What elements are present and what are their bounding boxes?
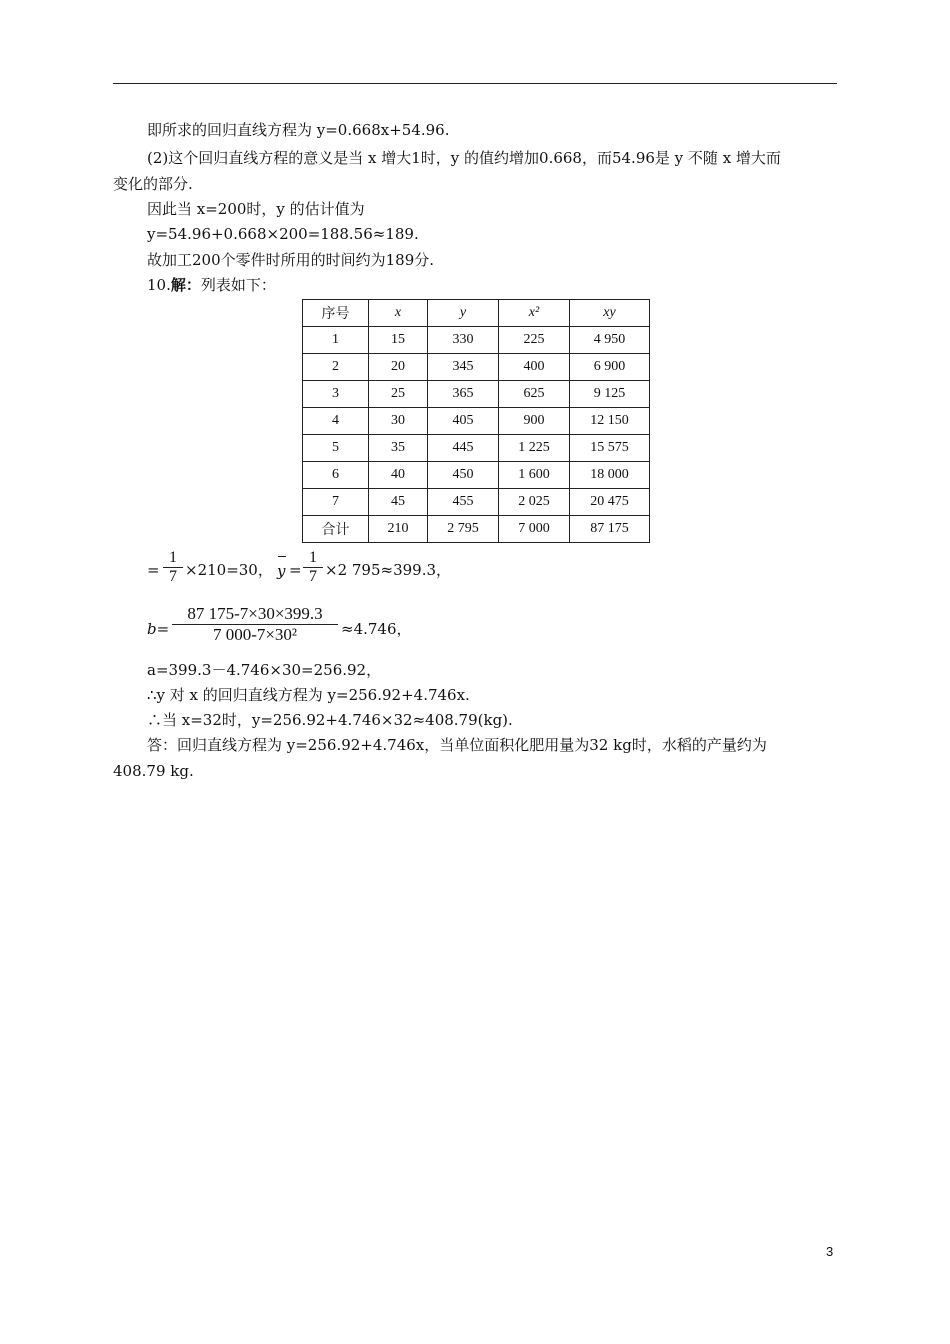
text-line: ∴当 x=32时，y=256.92+4.746×32≈408.79(kg). (147, 711, 513, 729)
table-cell: 330 (428, 327, 499, 354)
table-cell: 365 (428, 381, 499, 408)
table-cell: 合计 (303, 516, 369, 543)
table-cell: 2 (303, 354, 369, 381)
formula-text: ≈4.746， (341, 620, 412, 638)
page-number: 3 (826, 1244, 834, 1259)
text-line: (2)这个回归直线方程的意义是当 x 增大1时，y 的值约增加0.668，而54.96是 y 不随 x 增大而 (147, 149, 781, 167)
table-row (303, 381, 650, 408)
table-cell: 450 (428, 462, 499, 489)
table-cell: 345 (428, 354, 499, 381)
heading-text: 列表如下： (200, 276, 276, 294)
problem-10-heading (147, 275, 276, 295)
text-line: 故加工200个零件时所用的时间约为189分. (147, 251, 435, 269)
table-cell: 400 (499, 354, 570, 381)
table-row (303, 489, 650, 516)
table-row (303, 354, 650, 381)
table-cell: 87 175 (570, 516, 650, 543)
table-cell: 15 575 (570, 435, 650, 462)
table-header-row (303, 300, 650, 327)
text-line: ∴y 对 x 的回归直线方程为 y=256.92+4.746x. (147, 686, 470, 704)
fraction-one-seventh (163, 549, 183, 586)
formula-eq-sign: = (147, 561, 160, 579)
table-cell: 1 225 (499, 435, 570, 462)
overline (278, 556, 286, 557)
table-cell: 4 950 (570, 327, 650, 354)
table-row (303, 462, 650, 489)
table-cell: 445 (428, 435, 499, 462)
text-line: 因此当 x=200时，y 的估计值为 (147, 200, 365, 218)
header-rule (113, 83, 837, 84)
col-header-y: y (428, 300, 499, 327)
table-cell: 900 (499, 408, 570, 435)
formula-eq-sign: = (289, 561, 302, 579)
problem-number: 10. (147, 276, 171, 294)
table-row (303, 408, 650, 435)
table-cell: 5 (303, 435, 369, 462)
col-header-x: x (369, 300, 428, 327)
table-cell: 45 (369, 489, 428, 516)
table-cell: 40 (369, 462, 428, 489)
table-cell: 1 600 (499, 462, 570, 489)
table-cell: 7 000 (499, 516, 570, 543)
fraction-numerator: 1 (309, 549, 317, 566)
table-cell: 6 900 (570, 354, 650, 381)
table-cell: 455 (428, 489, 499, 516)
table-cell: 225 (499, 327, 570, 354)
table-cell: 4 (303, 408, 369, 435)
table-cell: 2 795 (428, 516, 499, 543)
fraction-numerator: 87 175-7×30×399.3 (187, 604, 323, 623)
table-cell: 3 (303, 381, 369, 408)
table-cell: 2 025 (499, 489, 570, 516)
table-cell: 6 (303, 462, 369, 489)
table-cell: 9 125 (570, 381, 650, 408)
fraction-numerator: 1 (169, 549, 177, 566)
fraction-denominator: 7 (169, 568, 177, 585)
solution-label: 解： (170, 276, 201, 294)
fraction-b (172, 604, 338, 645)
formula-lhs: b= (147, 620, 170, 638)
table-row (303, 327, 650, 354)
col-header-index: 序号 (303, 300, 369, 327)
table-total-row (303, 516, 650, 543)
text-line: y=54.96+0.668×200=188.56≈189. (147, 225, 419, 243)
formula-text: ×2 795≈399.3， (325, 561, 452, 579)
table-cell: 15 (369, 327, 428, 354)
table-cell: 12 150 (570, 408, 650, 435)
table-cell: 7 (303, 489, 369, 516)
y-letter: y (277, 562, 286, 580)
text-line: 答：回归直线方程为 y=256.92+4.746x，当单位面积化肥用量为32 kg时，水稻的产量约为 (147, 736, 767, 754)
fraction-denominator: 7 000-7×30² (212, 625, 298, 644)
table-cell: 405 (428, 408, 499, 435)
table-cell: 625 (499, 381, 570, 408)
formula-text: ×210=30， (185, 561, 273, 579)
data-table (302, 299, 650, 543)
fraction-denominator: 7 (309, 568, 317, 585)
table-cell: 20 (369, 354, 428, 381)
table-cell: 30 (369, 408, 428, 435)
text-line: 即所求的回归直线方程为 y=0.668x+54.96. (147, 121, 450, 139)
text-line: 408.79 kg. (113, 762, 194, 780)
table-cell: 25 (369, 381, 428, 408)
table-cell: 35 (369, 435, 428, 462)
table-cell: 1 (303, 327, 369, 354)
table-cell: 18 000 (570, 462, 650, 489)
text-line: 变化的部分. (113, 175, 193, 193)
table-cell: 210 (369, 516, 428, 543)
col-header-xy: xy (570, 300, 650, 327)
fraction-one-seventh (303, 549, 323, 586)
col-header-x-squared: x² (499, 300, 570, 327)
table-row (303, 435, 650, 462)
table-cell: 20 475 (570, 489, 650, 516)
text-line: a=399.3－4.746×30=256.92， (147, 661, 382, 679)
